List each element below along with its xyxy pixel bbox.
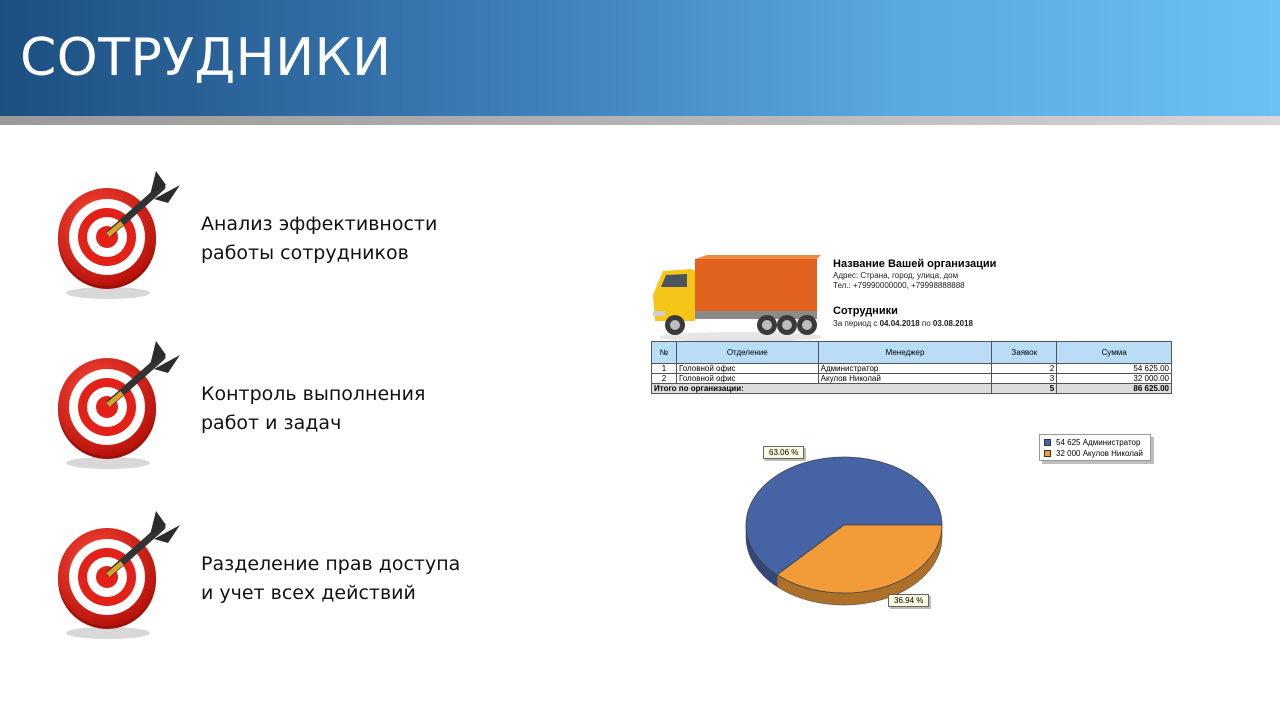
- table-cell: Акулов Николай: [818, 374, 992, 384]
- chart-legend: [1039, 434, 1151, 461]
- total-count: 5: [992, 384, 1057, 394]
- org-address: Адрес: Страна, город, улица, дом: [833, 271, 959, 280]
- table-cell: 2: [992, 364, 1057, 374]
- table-cell: 2: [652, 374, 677, 384]
- table-cell: 32 000.00: [1057, 374, 1172, 384]
- column-header: Отделение: [676, 342, 818, 364]
- org-phone: Тел.: +79990000000, +79998888888: [833, 281, 965, 290]
- feature-text-line: Разделение прав доступа: [201, 553, 461, 575]
- column-header: №: [652, 342, 677, 364]
- column-header: Заявок: [992, 342, 1057, 364]
- legend-item: [1044, 437, 1146, 448]
- pie-chart: [743, 445, 953, 615]
- dartboard-icon: [50, 505, 190, 645]
- table-row: [652, 374, 1172, 384]
- feature-item: [50, 335, 490, 475]
- report-title: Сотрудники: [833, 305, 898, 317]
- employee-report: [645, 250, 1185, 620]
- total-label: Итого по организации:: [652, 384, 992, 394]
- title-banner: [0, 0, 1280, 116]
- table-cell: Головной офис: [676, 374, 818, 384]
- table-cell: 1: [652, 364, 677, 374]
- period-from: 04.04.2018: [879, 319, 920, 328]
- dartboard-icon: [50, 165, 190, 305]
- feature-item: [50, 505, 490, 645]
- period-to: 03.08.2018: [932, 319, 973, 328]
- title-underline: [0, 116, 1280, 125]
- table-cell: 54 625.00: [1057, 364, 1172, 374]
- table-row: [652, 364, 1172, 374]
- pie-percent-label: 36.94 %: [888, 594, 929, 607]
- feature-text-line: работы сотрудников: [201, 242, 409, 264]
- legend-swatch: [1044, 450, 1051, 457]
- feature-text-line: Контроль выполнения: [201, 383, 426, 405]
- period-prefix: За период с: [833, 319, 878, 328]
- dartboard-icon: [50, 335, 190, 475]
- feature-text-line: Анализ эффективности: [201, 213, 438, 235]
- feature-text-line: и учет всех действий: [201, 582, 416, 604]
- table-cell: 3: [992, 374, 1057, 384]
- table-cell: Администратор: [818, 364, 992, 374]
- report-period: [833, 318, 1173, 329]
- org-name: Название Вашей организации: [833, 258, 997, 270]
- legend-swatch: [1044, 439, 1051, 446]
- truck-icon: [651, 255, 821, 343]
- column-header: Сумма: [1057, 342, 1172, 364]
- feature-text-line: работ и задач: [201, 412, 342, 434]
- pie-percent-label: 63.06 %: [763, 446, 804, 459]
- table-cell: Головной офис: [676, 364, 818, 374]
- legend-label: 32 000 Акулов Николай: [1056, 449, 1143, 458]
- report-table: [651, 341, 1172, 394]
- table-header-row: [652, 342, 1172, 364]
- legend-label: 54 625 Администратор: [1056, 438, 1141, 447]
- feature-item: [50, 165, 490, 305]
- total-sum: 86 625.00: [1057, 384, 1172, 394]
- period-mid: по: [921, 319, 931, 328]
- table-total-row: [652, 384, 1172, 394]
- legend-item: [1044, 448, 1146, 459]
- page-title: СОТРУДНИКИ: [20, 28, 392, 88]
- column-header: Менеджер: [818, 342, 992, 364]
